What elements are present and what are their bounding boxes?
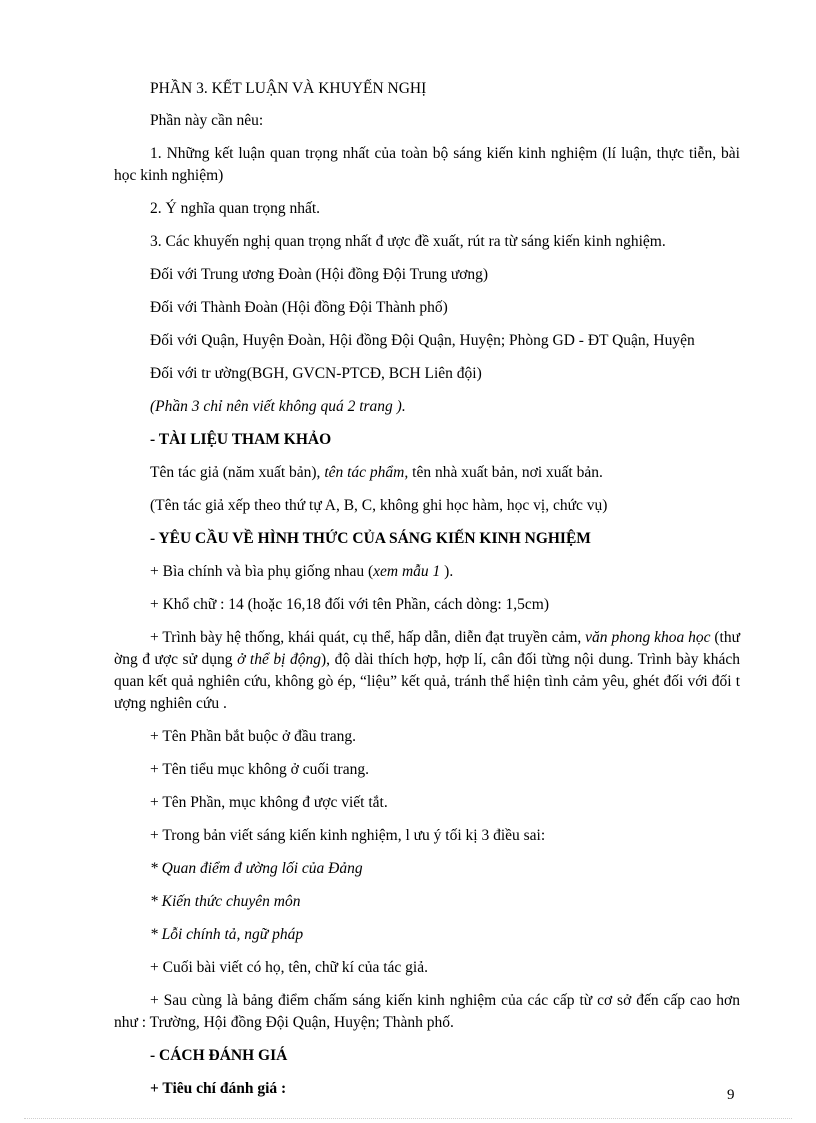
format-heading: - YÊU CẦU VỀ HÌNH THỨC CỦA SÁNG KIẾN KINH NGHIỆM — [150, 530, 591, 547]
presentation-b: văn phong khoa học — [585, 629, 711, 646]
page-number: 9 — [727, 1087, 735, 1103]
recommendation-2: Đối với Thành Đoàn (Hội đồng Đội Thành phố) — [150, 299, 448, 316]
error-2: * Kiến thức chuyên môn — [150, 893, 301, 910]
format-item-subsection: + Tên tiểu mục không ở cuối trang. — [150, 761, 369, 778]
references-heading: - TÀI LIỆU THAM KHẢO — [150, 431, 332, 448]
format-item-font-size: + Khổ chữ : 14 (hoặc 16,18 đối với tên Phần, cách dòng: 1,5cm) — [150, 596, 549, 613]
format-item-signature: + Cuối bài viết có họ, tên, chữ kí của tác giả. — [150, 959, 428, 976]
format-item-errors: + Trong bản viết sáng kiến kinh nghiệm, l ưu ý tối kị 3 điều sai: — [150, 827, 546, 844]
evaluation-criteria: + Tiêu chí đánh giá : — [150, 1080, 287, 1097]
page-bottom-divider — [24, 1118, 792, 1119]
format-item-scoresheet: + Sau cùng là bảng điểm chấm sáng kiến kinh nghiệm của các cấp từ cơ sở đến cấp cao hơn như : Trường, Hội đồng Đội Quận, Huyện; Thành phố. — [114, 992, 740, 1031]
presentation-a: + Trình bày hệ thống, khái quát, cụ thể, hấp dẫn, diễn đạt truyền cảm, — [150, 629, 586, 646]
cover-text: + Bìa chính và bìa phụ giống nhau ( — [150, 563, 374, 580]
format-item-cover — [114, 561, 740, 583]
item-2: 2. Ý nghĩa quan trọng nhất. — [150, 200, 321, 217]
references-line-2: (Tên tác giả xếp theo thứ tự A, B, C, không ghi học hàm, học vị, chức vụ) — [150, 497, 608, 514]
cover-sample: xem mẫu 1 — [373, 563, 441, 580]
presentation-e: ), độ dài thích hợp, hợp lí, cân đối từng nội dung. Trình bày khách quan kết quả nghiên cứu, không gò ép, “liệu” kết quả, tránh thể hiện tình cảm yêu, ghét đối với đối t ượng nghiên cứu . — [114, 651, 741, 712]
recommendation-4: Đối với tr ường(BGH, GVCN-PTCĐ, BCH Liên đội) — [150, 365, 482, 382]
format-item-presentation — [114, 627, 740, 715]
ref-publisher: tên nhà xuất bản, nơi xuất bản. — [408, 464, 603, 481]
format-item-part-title: + Tên Phần bắt buộc ở đầu trang. — [150, 728, 357, 745]
cover-end: ). — [440, 563, 454, 580]
error-1: * Quan điểm đ ường lối của Đảng — [150, 860, 363, 877]
format-item-abbrev: + Tên Phần, mục không đ ược viết tắt. — [150, 794, 388, 811]
references-line-1 — [114, 462, 740, 484]
recommendation-1: Đối với Trung ương Đoàn (Hội đồng Đội Trung ương) — [150, 266, 489, 283]
ref-work: tên tác phẩm, — [324, 464, 409, 481]
error-3: * Lỗi chính tả, ngữ pháp — [150, 926, 304, 943]
document-body — [114, 78, 740, 1111]
item-3: 3. Các khuyến nghị quan trọng nhất đ ược đề xuất, rút ra từ sáng kiến kinh nghiệm. — [150, 233, 666, 250]
section-title: PHẦN 3. KẾT LUẬN VÀ KHUYẾN NGHỊ — [150, 80, 427, 97]
recommendation-3: Đối với Quận, Huyện Đoàn, Hội đồng Đội Quận, Huyện; Phòng GD - ĐT Quận, Huyện — [150, 332, 695, 349]
evaluation-heading: - CÁCH ĐÁNH GIÁ — [150, 1047, 288, 1064]
length-note: (Phần 3 chỉ nên viết không quá 2 trang ). — [150, 398, 406, 415]
item-1: 1. Những kết luận quan trọng nhất của toàn bộ sáng kiến kinh nghiệm (lí luận, thực tiễn, bài học kinh nghiệm) — [114, 145, 740, 184]
presentation-c: (thư ờng đ ược sử dụng — [114, 629, 741, 668]
presentation-d: ở thể bị động — [237, 651, 321, 668]
ref-author: Tên tác giả (năm xuất bản), — [150, 464, 325, 481]
intro-text: Phần này cần nêu: — [150, 112, 264, 129]
